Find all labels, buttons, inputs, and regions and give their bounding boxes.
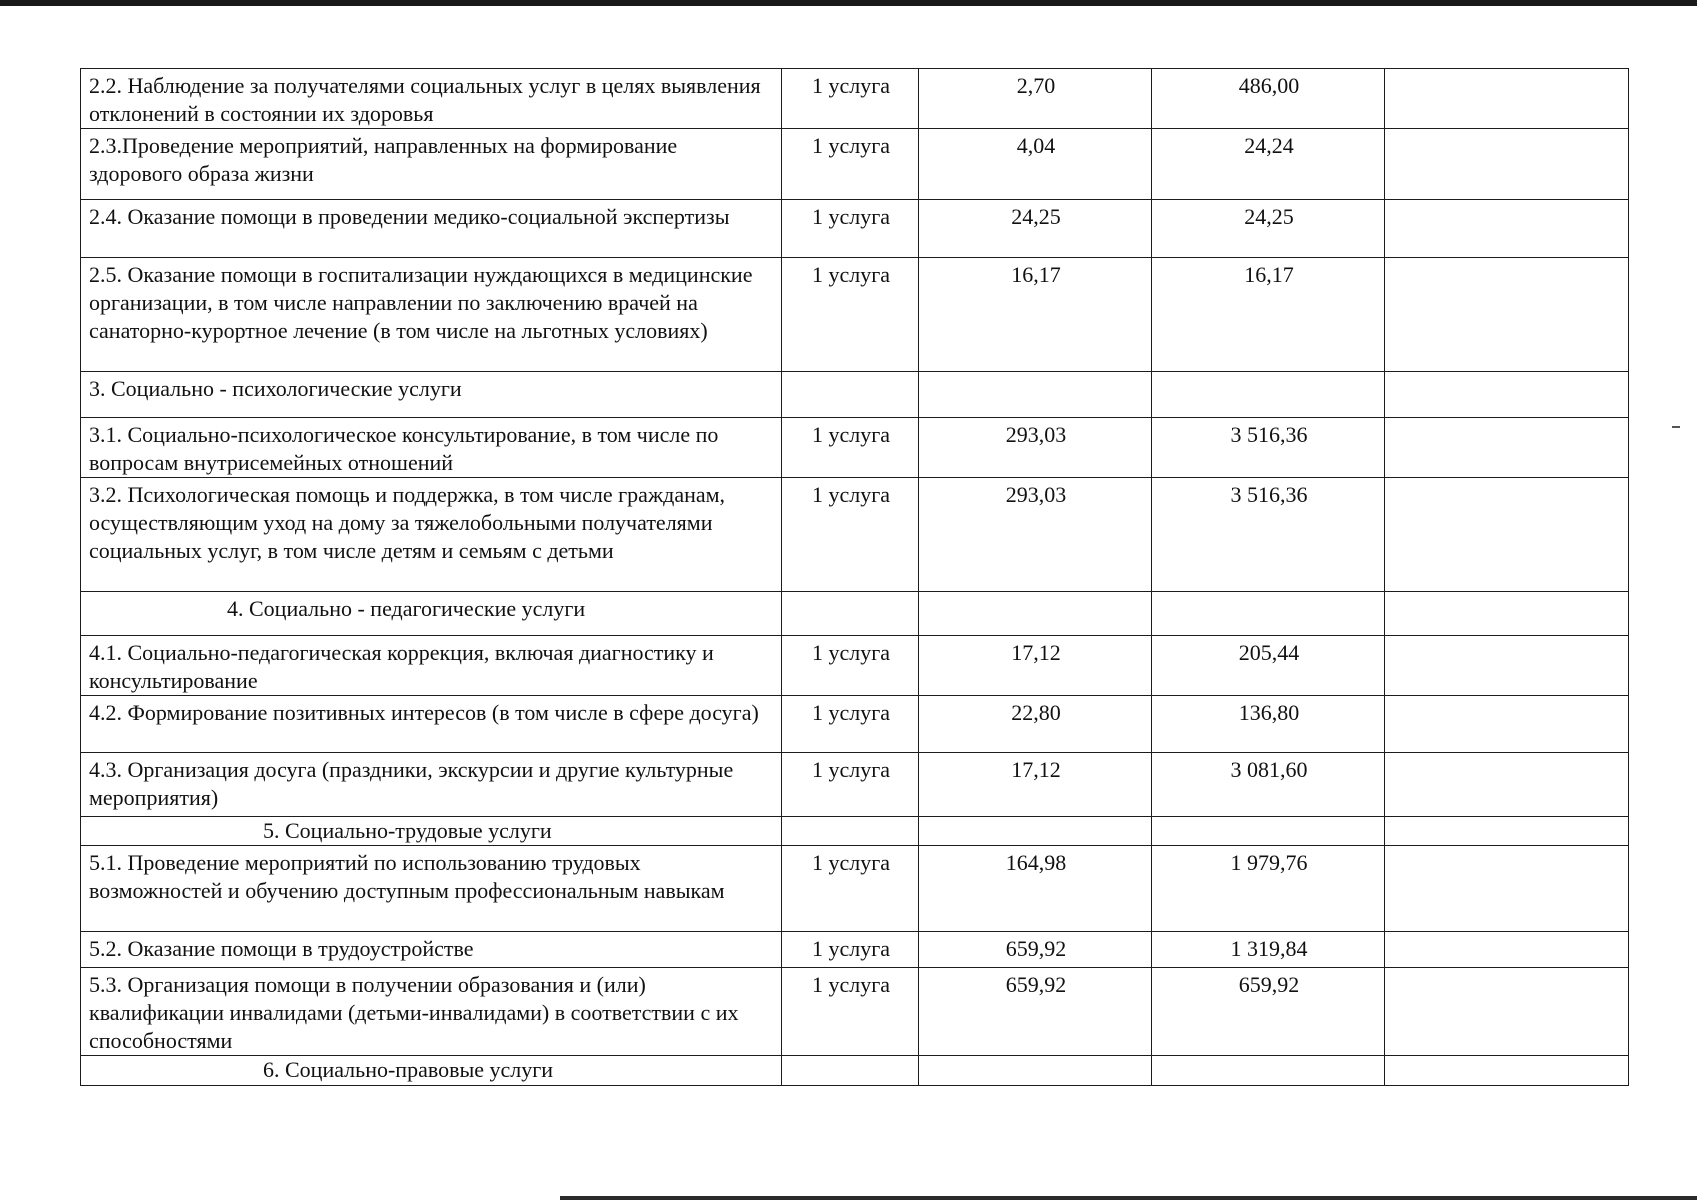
table-row	[81, 418, 1629, 478]
empty-cell	[919, 592, 1152, 636]
section-title: 3. Социально - психологические услуги	[81, 372, 782, 418]
service-name-cell: 2.2. Наблюдение за получателями социальных услуг в целях выявления отклонений в состоянии их здоровья	[81, 69, 782, 129]
empty-cell	[919, 372, 1152, 418]
section-title: 4. Социально - педагогические услуги	[81, 592, 782, 636]
note-cell	[1385, 636, 1629, 696]
note-cell	[1385, 418, 1629, 478]
unit-cell: 1 услуга	[782, 753, 919, 817]
empty-cell	[1152, 372, 1385, 418]
section-row	[81, 372, 1629, 418]
price-cell: 659,92	[919, 968, 1152, 1056]
service-name-cell: 2.4. Оказание помощи в проведении медико-социальной экспертизы	[81, 200, 782, 258]
empty-cell	[1385, 592, 1629, 636]
note-cell	[1385, 846, 1629, 932]
empty-cell	[782, 1056, 919, 1086]
section-row	[81, 817, 1629, 846]
empty-cell	[919, 817, 1152, 846]
total-cell: 3 081,60	[1152, 753, 1385, 817]
service-name-cell: 5.3. Организация помощи в получении образования и (или) квалификации инвалидами (детьми-инвалидами) в соответствии с их способностями	[81, 968, 782, 1056]
table-row	[81, 478, 1629, 592]
table-row	[81, 968, 1629, 1056]
section-row	[81, 1056, 1629, 1086]
total-cell: 3 516,36	[1152, 418, 1385, 478]
unit-cell: 1 услуга	[782, 200, 919, 258]
unit-cell: 1 услуга	[782, 968, 919, 1056]
note-cell	[1385, 200, 1629, 258]
unit-cell: 1 услуга	[782, 69, 919, 129]
price-cell: 17,12	[919, 753, 1152, 817]
total-cell: 205,44	[1152, 636, 1385, 696]
empty-cell	[782, 817, 919, 846]
unit-cell: 1 услуга	[782, 478, 919, 592]
total-cell: 3 516,36	[1152, 478, 1385, 592]
service-name-cell: 2.3.Проведение мероприятий, направленных на формирование здорового образа жизни	[81, 129, 782, 200]
unit-cell: 1 услуга	[782, 846, 919, 932]
service-name-cell: 3.1. Социально-психологическое консультирование, в том числе по вопросам внутрисемейных отношений	[81, 418, 782, 478]
unit-cell: 1 услуга	[782, 258, 919, 372]
price-cell: 659,92	[919, 932, 1152, 968]
price-cell: 22,80	[919, 696, 1152, 753]
unit-cell: 1 услуга	[782, 129, 919, 200]
unit-cell: 1 услуга	[782, 418, 919, 478]
price-cell: 17,12	[919, 636, 1152, 696]
price-cell: 2,70	[919, 69, 1152, 129]
note-cell	[1385, 932, 1629, 968]
note-cell	[1385, 478, 1629, 592]
service-name-cell: 5.2. Оказание помощи в трудоустройстве	[81, 932, 782, 968]
services-table	[80, 68, 1629, 1086]
service-name-cell: 3.2. Психологическая помощь и поддержка, в том числе гражданам, осуществляющим уход на дому за тяжелобольными получателями социальных услуг, в том числе детям и семьям с детьми	[81, 478, 782, 592]
table-row	[81, 129, 1629, 200]
price-cell: 293,03	[919, 418, 1152, 478]
unit-cell: 1 услуга	[782, 932, 919, 968]
empty-cell	[782, 372, 919, 418]
price-cell: 16,17	[919, 258, 1152, 372]
section-title: 6. Социально-правовые услуги	[81, 1056, 782, 1086]
service-name-cell: 5.1. Проведение мероприятий по использованию трудовых возможностей и обучению доступным профессиональным навыкам	[81, 846, 782, 932]
total-cell: 24,25	[1152, 200, 1385, 258]
section-row	[81, 592, 1629, 636]
table-row	[81, 69, 1629, 129]
note-cell	[1385, 753, 1629, 817]
total-cell: 659,92	[1152, 968, 1385, 1056]
unit-cell: 1 услуга	[782, 636, 919, 696]
price-cell: 293,03	[919, 478, 1152, 592]
empty-cell	[1152, 592, 1385, 636]
empty-cell	[1385, 817, 1629, 846]
price-cell: 4,04	[919, 129, 1152, 200]
empty-cell	[1152, 817, 1385, 846]
section-title: 5. Социально-трудовые услуги	[81, 817, 782, 846]
scan-bottom-edge	[560, 1196, 1697, 1200]
price-cell: 24,25	[919, 200, 1152, 258]
empty-cell	[1385, 372, 1629, 418]
total-cell: 136,80	[1152, 696, 1385, 753]
service-name-cell: 4.2. Формирование позитивных интересов (в том числе в сфере досуга)	[81, 696, 782, 753]
note-cell	[1385, 129, 1629, 200]
table-row	[81, 846, 1629, 932]
empty-cell	[919, 1056, 1152, 1086]
note-cell	[1385, 258, 1629, 372]
table-row	[81, 636, 1629, 696]
total-cell: 24,24	[1152, 129, 1385, 200]
table-row	[81, 200, 1629, 258]
service-name-cell: 2.5. Оказание помощи в госпитализации нуждающихся в медицинские организации, в том числе направлении по заключению врачей на санаторно-курортное лечение (в том числе на льготных условиях)	[81, 258, 782, 372]
empty-cell	[1152, 1056, 1385, 1086]
total-cell: 486,00	[1152, 69, 1385, 129]
unit-cell: 1 услуга	[782, 696, 919, 753]
service-name-cell: 4.1. Социально-педагогическая коррекция, включая диагностику и консультирование	[81, 636, 782, 696]
scan-top-edge	[0, 0, 1697, 6]
scan-speck	[1672, 426, 1680, 428]
note-cell	[1385, 968, 1629, 1056]
note-cell	[1385, 69, 1629, 129]
total-cell: 16,17	[1152, 258, 1385, 372]
table-row	[81, 753, 1629, 817]
price-cell: 164,98	[919, 846, 1152, 932]
service-name-cell: 4.3. Организация досуга (праздники, экскурсии и другие культурные мероприятия)	[81, 753, 782, 817]
total-cell: 1 979,76	[1152, 846, 1385, 932]
table-row	[81, 258, 1629, 372]
note-cell	[1385, 696, 1629, 753]
empty-cell	[782, 592, 919, 636]
empty-cell	[1385, 1056, 1629, 1086]
table-row	[81, 932, 1629, 968]
total-cell: 1 319,84	[1152, 932, 1385, 968]
table-row	[81, 696, 1629, 753]
